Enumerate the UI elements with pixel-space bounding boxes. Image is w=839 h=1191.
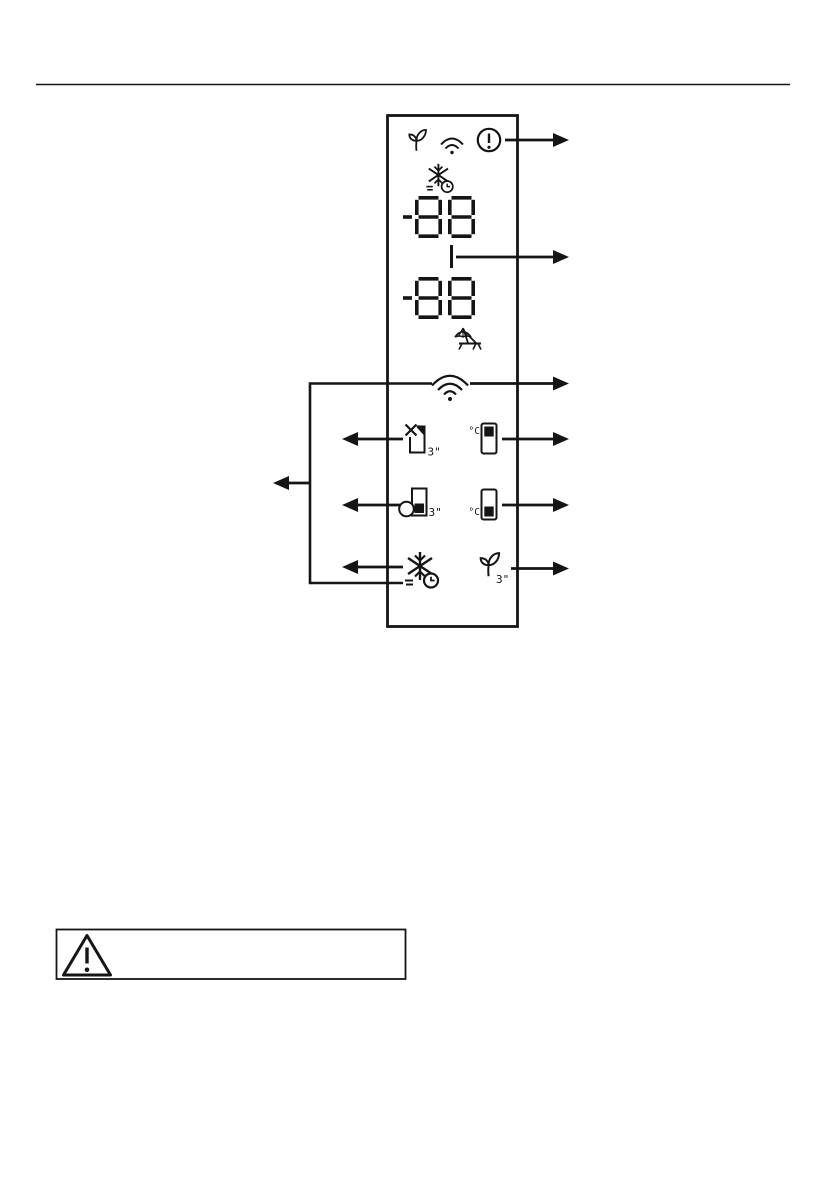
alert-callout-arrow xyxy=(505,133,569,147)
alert-icon xyxy=(478,129,500,151)
display-switch-button xyxy=(342,489,442,520)
callout-arrow-left xyxy=(342,498,400,512)
display-switch-icon xyxy=(399,489,426,517)
hold-time-label: 3" xyxy=(496,573,510,586)
hold-time-label: 3" xyxy=(428,506,442,519)
callout-arrow-left xyxy=(342,432,403,446)
warning-box xyxy=(57,930,406,980)
callout-arrow-right xyxy=(502,432,569,446)
warning-triangle-icon xyxy=(64,936,111,976)
temp-display-lower-filled-icon xyxy=(482,490,497,520)
wifi-status-icon xyxy=(441,139,463,155)
eco-button xyxy=(481,553,569,586)
divider-callout-arrow xyxy=(456,250,569,264)
freezer-display xyxy=(403,198,473,236)
buttons-group-callout-arrow xyxy=(273,476,310,490)
callout-arrow-right xyxy=(502,498,569,512)
celsius-label: °C xyxy=(468,426,480,437)
control-panel-outline xyxy=(388,116,518,627)
callout-arrow-right xyxy=(511,562,569,576)
fridge-display xyxy=(403,279,473,317)
wifi-callout-arrow xyxy=(470,377,569,391)
callout-arrow-left xyxy=(342,560,403,574)
temp-display-upper-filled-icon xyxy=(482,424,497,454)
celsius-label: °C xyxy=(468,507,480,518)
vacation-icon xyxy=(455,328,481,350)
ice-maker-off-button xyxy=(342,425,441,459)
fast-freeze-clock-icon xyxy=(405,552,438,588)
wifi-button-icon xyxy=(432,376,468,401)
ice-maker-off-icon xyxy=(406,425,425,453)
hold-time-label: 3" xyxy=(427,445,441,459)
fast-freeze-indicator-icon xyxy=(426,164,452,192)
eco-leaf-icon xyxy=(409,130,426,151)
buttons-group-bracket xyxy=(310,384,432,584)
